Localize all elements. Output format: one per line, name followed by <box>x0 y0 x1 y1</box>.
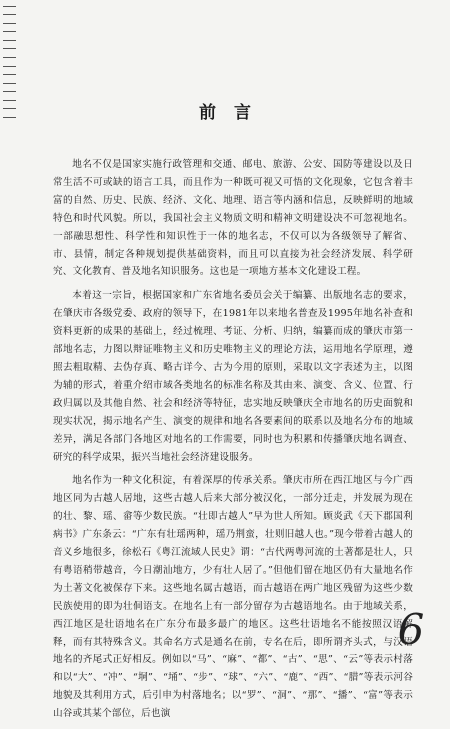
paragraph-3: 地名作为一种文化积淀，有着深厚的传承关系。肇庆市所在西江地区与今广西地区同为古越人居地，这些古越人后来大部分被汉化，一部分迁走，并发展为现在的壮、黎、瑶、畲等少数民族。“壮即古越人”早为世人所知。顾炎武《天下郡国利病书》广东条云：“广东有壮瑶两种，瑶乃荆蛮，壮则旧越人也。”现今带着古越人的音义乡地很多，徐松石《粤江流域人民史》谓：“古代两粤河流的土著都是壮人，只有粤语稍带越音，今日潮汕地方，少有壮人居了。”但他们留在地区仍有大量地名作为土著文化被保存下来。这些地名属古越语，而古越语在两广地区残留为这些少数民族使用的即为壮侗语支。在地名上有一部分留存为古越语地名。由于地域关系，西江地区是壮语地名在广东分布最多最广的地区。这些壮语地名不能按照汉语解释，而有其特殊含义。其命名方式是通名在前，专名在后，即所谓齐头式，与汉语地名的齐尾式正好相反。例如以“马”、“麻”、“都”、“古”、“思”、“云”等表示村落和以“大”、“冲”、“垌”、“埇”、“步”、“球”、“六”、“鹿”、“西”、“腊”等表示河谷地貌及其利用方式，后引申为村落地名；以“罗”、“洞”、“那”、“播”、“富”等表示山谷或其某个部位，后也演 <box>53 475 413 720</box>
paragraph-2: 本着这一宗旨，根据国家和广东省地名委员会关于编纂、出版地名志的要求，在肇庆市各级党委、政府的领导下，在1981年以来地名普查及1995年地名补查和资料更新的成果的基础上，经过梳理、考证、分析、归纳，编纂而成的肇庆市第一部地名志，力图以辩证唯物主义和历史唯物主义的理论方法，运用地名学原理，遵照去粗取精、去伪存真、略古详今、古为今用的原则，采取以文字表述为主，以图为辅的形式，着重介绍市域各类地名的标准名称及其由来、演变、含义、位置、行政归属以及其他自然、社会和经济等特征，忠实地反映肇庆全市地名的历史面貌和现实状况，揭示地名产生、演变的规律和地名各要素间的联系以及地名分布的地域差异，满足各部门各地区对地名的工作需要，同时也为积累和传播肇庆地名调查、研究的科学成果，振兴当地社会经济建设服务。 <box>53 290 413 463</box>
paragraph-1: 地名不仅是国家实施行政管理和交通、邮电、旅游、公安、国防等建设以及日常生活不可或缺的语言工具，而且作为一种既可视又可悟的文化现象，它包含着丰富的自然、历史、民族、经济、文化、地理、语言等内涵和信息，反映鲜明的地域特色和时代风貌。所以，我国社会主义物质文明和精神文明建设决不可忽视地名。一部融思想性、科学性和知识性于一体的地名志，不仅可以为各级领导了解省、市、县情，制定各种规划提供基础资料，而且可以直接为社会经济发展、科学研究、文化教育、普及地名知识服务。这也是一项地方基本文化建设工程。 <box>53 159 413 278</box>
page-number: 6 <box>397 605 425 654</box>
page-title: 前言 <box>199 103 269 123</box>
body-text <box>53 156 413 729</box>
